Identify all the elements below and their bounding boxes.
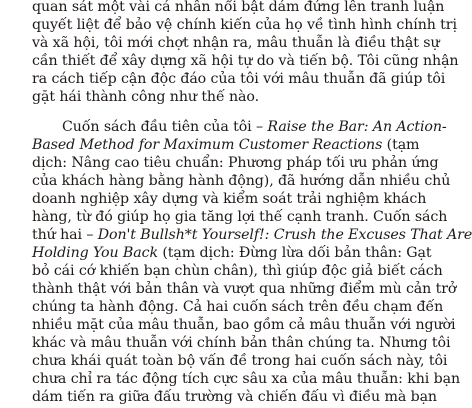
- text-line: của khách hàng bằng hành động), đã hướng dẫn nhiều chủ: [32, 173, 451, 189]
- text-line: ra cách tiếp cận độc đáo của tôi với mâu thuẫn đã giúp tôi: [32, 71, 446, 87]
- text-segment: (tạm: [382, 137, 420, 153]
- text-line: hàng, từ đó giúp họ gia tăng lợi thế cạnh tranh. Cuốn sách: [32, 209, 448, 225]
- book-title: Raise the Bar: An Action-: [267, 119, 447, 135]
- text-line: và xã hội, tôi mới chợt nhận ra, mâu thuẫn là điều thật sự: [32, 35, 440, 51]
- text-line: chúng ta hành động. Cả hai cuốn sách trên đều chạm đến: [32, 299, 444, 315]
- text-line: dám tiến ra giữa đấu trường và chiến đấu vì điều mà bạn: [32, 389, 437, 405]
- book-title: Holding You Back: [32, 245, 158, 261]
- text-line: doanh nghiệp xây dựng và kiểm soát trải nghiệm khách: [32, 191, 427, 207]
- text-line: chưa khái quát toàn bộ vấn đề trong hai cuốn sách này, tôi: [32, 353, 448, 369]
- text-line: quyết liệt để bảo vệ chính kiến của họ về tình hình chính trị: [32, 17, 457, 33]
- text-segment: thứ hai –: [32, 227, 98, 243]
- text-line: gặt hái thành công như thế nào.: [32, 89, 259, 105]
- text-segment: (tạm dịch: Đừng lừa dối bản thân: Gạt: [157, 245, 432, 261]
- text-line: khác và mâu thuẫn với chính bản thân chúng ta. Nhưng tôi: [32, 335, 451, 351]
- book-title: Based Method for Maximum Customer Reactions: [32, 137, 383, 153]
- text-line: cần thiết để xây dựng xã hội tự do và tiến bộ. Tôi cũng nhận: [32, 53, 459, 69]
- text-segment: Cuốn sách đầu tiên của tôi –: [62, 119, 268, 135]
- text-line: dịch: Nâng cao tiêu chuẩn: Phương pháp tối ưu phản ứng: [32, 155, 439, 171]
- text-line: nhiều mặt của mâu thuẫn, bao gồm cả mâu thuẫn với người: [32, 317, 456, 333]
- text-line: thành thật với bản thân và vượt qua những điểm mù cản trở: [32, 281, 457, 297]
- text-line: quan sát một vài cá nhân nổi bật dám đứng lên tranh luận: [32, 0, 445, 15]
- text-line: bỏ cái cớ khiến bạn chùn chân), thì giúp độc giả biết cách: [32, 263, 443, 279]
- book-title: Don't Bullsh*t Yourself!: Crush the Excuses That Are: [97, 227, 472, 243]
- text-line: chưa chỉ ra tác động tích cực sâu xa của mâu thuẫn: khi bạn: [32, 371, 461, 387]
